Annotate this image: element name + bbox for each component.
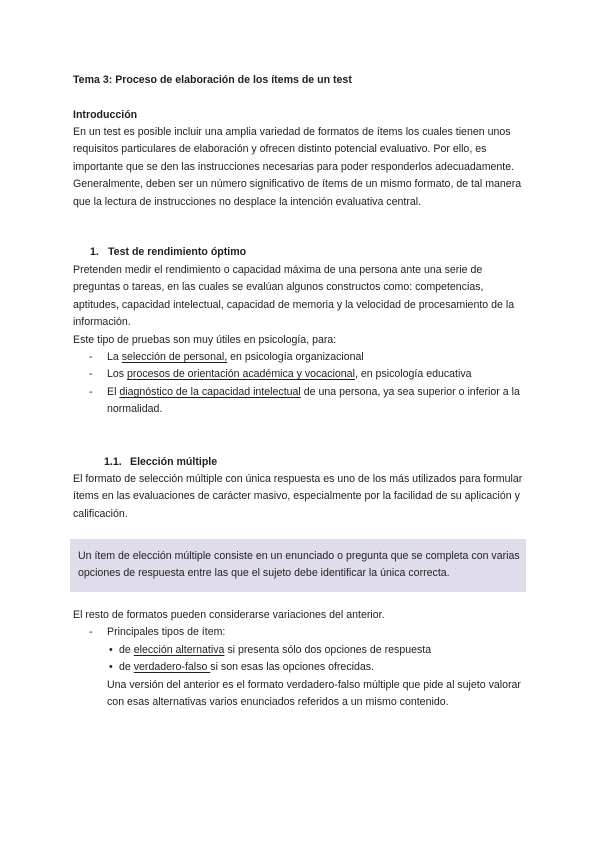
section-1-paragraph-1: Pretenden medir el rendimiento o capacidad máxima de una persona ante una serie de preguntas o tareas, en las cuales se evalúan algunos constructos como: competencias, aptitudes, capacidad intelectual, capacidad de memoria y la velocidad de procesamiento de la información.: [73, 264, 515, 329]
list-item: - Los procesos de orientación académica y vocacional, en psicología educativa: [73, 366, 530, 383]
list-item: • de verdadero-falso si son esas las opciones ofrecidas.: [73, 659, 530, 676]
section-1-1-paragraph-2: El resto de formatos pueden considerarse variaciones del anterior.: [73, 609, 385, 621]
section-1-1-number: 1.1.: [104, 456, 122, 468]
link-verdadero-falso[interactable]: verdadero-falso: [133, 661, 211, 674]
list-item: - La selección de personal, en psicología organizacional: [73, 349, 530, 366]
link-seleccion-personal[interactable]: selección de personal,: [121, 351, 228, 364]
section-1-paragraph-2: Este tipo de pruebas son muy útiles en psicología, para:: [73, 333, 337, 346]
section-1-1-heading: [104, 454, 530, 471]
intro-section: [73, 124, 530, 211]
document-title: Tema 3: Proceso de elaboración de los ítems de un test: [73, 74, 352, 86]
intro-paragraph-2: Generalmente, deben ser un número significativo de ítems de un mismo formato, de tal manera que la lectura de instrucciones no desplace la intención evaluativa central.: [73, 178, 522, 208]
intro-paragraph-1: En un test es posible incluir una amplia variedad de formatos de ítems los cuales tienen unos requisitos particulares de elaboración y ofrecen distinto potencial evaluativo. Por ello, es importante que se den las instrucciones necesarias para poder responderlos adecuadamente.: [73, 126, 515, 173]
link-orientacion[interactable]: procesos de orientación académica y vocacional: [127, 368, 355, 381]
uses-list: [73, 349, 530, 419]
section-1-body: [73, 262, 530, 419]
link-diagnostico[interactable]: diagnóstico de la capacidad intelectual: [119, 385, 301, 398]
section-1-1-continued: [73, 607, 530, 711]
section-1-1-title: Elección múltiple: [130, 456, 218, 468]
true-false-note: Una versión del anterior es el formato verdadero-falso múltiple que pide al sujeto valorar con esas alternativas varios enunciados referidos a un mismo contenido.: [107, 678, 521, 709]
section-1-heading: [90, 244, 530, 261]
intro-heading: Introducción: [73, 109, 138, 121]
list-item: • de elección alternativa si presenta sólo dos opciones de respuesta: [73, 642, 530, 659]
section-1-1-paragraph-1: El formato de selección múltiple con única respuesta es uno de los más utilizados para formular ítems en las evaluaciones de carácter masivo, especialmente por la facilidad de su aplicación y calificación.: [73, 473, 523, 520]
link-eleccion-alternativa[interactable]: elección alternativa: [133, 643, 225, 656]
section-1-title: Test de rendimiento óptimo: [108, 246, 247, 258]
section-1-number: 1.: [90, 246, 99, 258]
item-types-label: - Principales tipos de ítem:: [73, 624, 530, 641]
section-1-1-body: [73, 471, 530, 523]
definition-callout: [70, 539, 526, 592]
callout-text: Un ítem de elección múltiple consiste en un enunciado o pregunta que se completa con varias opciones de respuesta entre las que el sujeto debe identificar la única correcta.: [78, 550, 520, 580]
list-item: - El diagnóstico de la capacidad intelectual de una persona, ya sea superior o inferior a la normalidad.: [73, 384, 530, 419]
